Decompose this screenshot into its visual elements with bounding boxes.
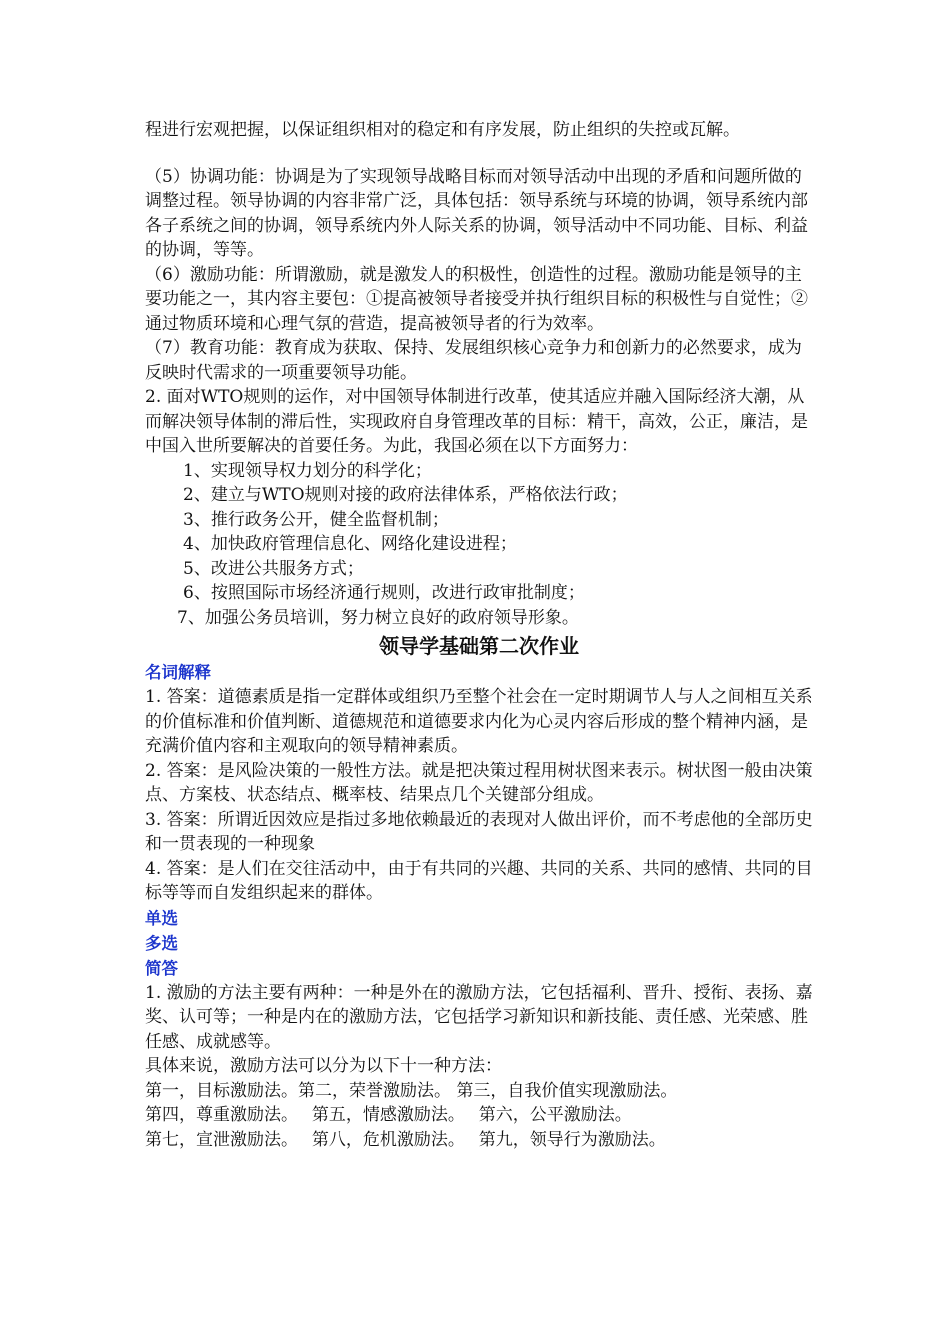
list-item: 2、建立与WTO规则对接的政府法律体系，严格依法行政； xyxy=(183,485,628,505)
paragraph-coordination: （5）协调功能：协调是为了实现领导战略目标而对领导活动中出现的矛盾和问题所做的调整过程。领导协调的内容非常广泛，具体包括：领导系统与环境的协调，领导系统内部各子系统之间的协调，领导系统内外人际关系的协调，领导活动中不同功能、目标、利益的协调，等等。 xyxy=(145,166,808,260)
list-item: 1、实现领导权力划分的科学化； xyxy=(183,460,432,481)
paragraph-gap xyxy=(145,143,813,165)
document-page xyxy=(145,118,813,1152)
section-heading-terms: 名词解释 xyxy=(145,663,211,682)
list-item: 6、按照国际市场经济通行规则，改进行政审批制度； xyxy=(183,583,585,603)
answer-paragraph: 2. 答案：是风险决策的一般性方法。就是把决策过程用树状图来表示。树状图一般由决策点、方案枝、状态结点、概率枝、结果点几个关键部分组成。 xyxy=(145,760,813,805)
list-item: 7、加强公务员培训，努力树立良好的政府领导形象。 xyxy=(177,607,579,628)
answer-paragraph: 3. 答案：所谓近因效应是指过多地依赖最近的表现对人做出评价，而不考虑他的全部历史和一贯表现的一种现象 xyxy=(145,809,813,854)
paragraph-wto-reform: 2. 面对WTO规则的运作，对中国领导体制进行改革，使其适应并融入国际经济大潮，从而解决领导体制的滞后性，实现政府自身管理改革的目标：精干，高效，公正，廉洁，是中国入世所要解决的首要任务。为此，我国必须在以下方面努力： xyxy=(145,387,808,456)
short-answer-paragraph: 1. 激励的方法主要有两种：一种是外在的激励方法，它包括福利、晋升、授衔、表扬、嘉奖、认可等；一种是内在的激励方法，它包括学习新知识和新技能、责任感、光荣感、胜任感、成就感等。 xyxy=(145,982,813,1052)
list-item: 5、改进公共服务方式； xyxy=(183,558,364,579)
section-heading-multi: 多选 xyxy=(145,933,178,953)
paragraph-education: （7）教育功能：教育成为获取、保持、发展组织核心竞争力和创新力的必然要求，成为反映时代需求的一项重要领导功能。 xyxy=(145,338,802,383)
section-heading-short: 简答 xyxy=(145,958,178,978)
answer-paragraph: 4. 答案：是人们在交往活动中，由于有共同的兴趣、共同的关系、共同的感情、共同的目标等等而自发组织起来的群体。 xyxy=(145,858,813,903)
paragraph-motivation: （6）激励功能：所谓激励，就是激发人的积极性，创造性的过程。激励功能是领导的主要功能之一，其内容主要包：①提高被领导者接受并执行组织目标的积极性与自觉性；②通过物质环境和心理气氛的营造，提高被领导者的行为效率。 xyxy=(145,264,808,334)
list-item: 4、加快政府管理信息化、网络化建设进程； xyxy=(183,534,517,554)
answer-paragraph: 1. 答案：道德素质是指一定群体或组织乃至整个社会在一定时期调节人与人之间相互关系的价值标准和价值判断、道德规范和道德要求内化为心灵内容后形成的整个精神内涵，是充满价值内容和主观取向的领导精神素质。 xyxy=(145,687,813,756)
page-title: 领导学基础第二次作业 xyxy=(379,634,579,658)
list-item: 3、推行政务公开，健全监督机制； xyxy=(183,509,449,530)
intro-line: 程进行宏观把握，以保证组织相对的稳定和有序发展，防止组织的失控或瓦解。 xyxy=(145,120,740,140)
short-answer-paragraph: 具体来说，激励方法可以分为以下十一种方法： xyxy=(145,1056,502,1076)
short-answer-paragraph: 第一，目标激励法。第二，荣誉激励法。 第三，自我价值实现激励法。 xyxy=(145,1080,678,1101)
short-answer-paragraph: 第四，尊重激励法。 第五，情感激励法。 第六，公平激励法。 xyxy=(145,1105,632,1125)
short-answer-paragraph: 第七，宣泄激励法。 第八，危机激励法。 第九，领导行为激励法。 xyxy=(145,1129,666,1150)
section-heading-single: 单选 xyxy=(145,908,178,928)
